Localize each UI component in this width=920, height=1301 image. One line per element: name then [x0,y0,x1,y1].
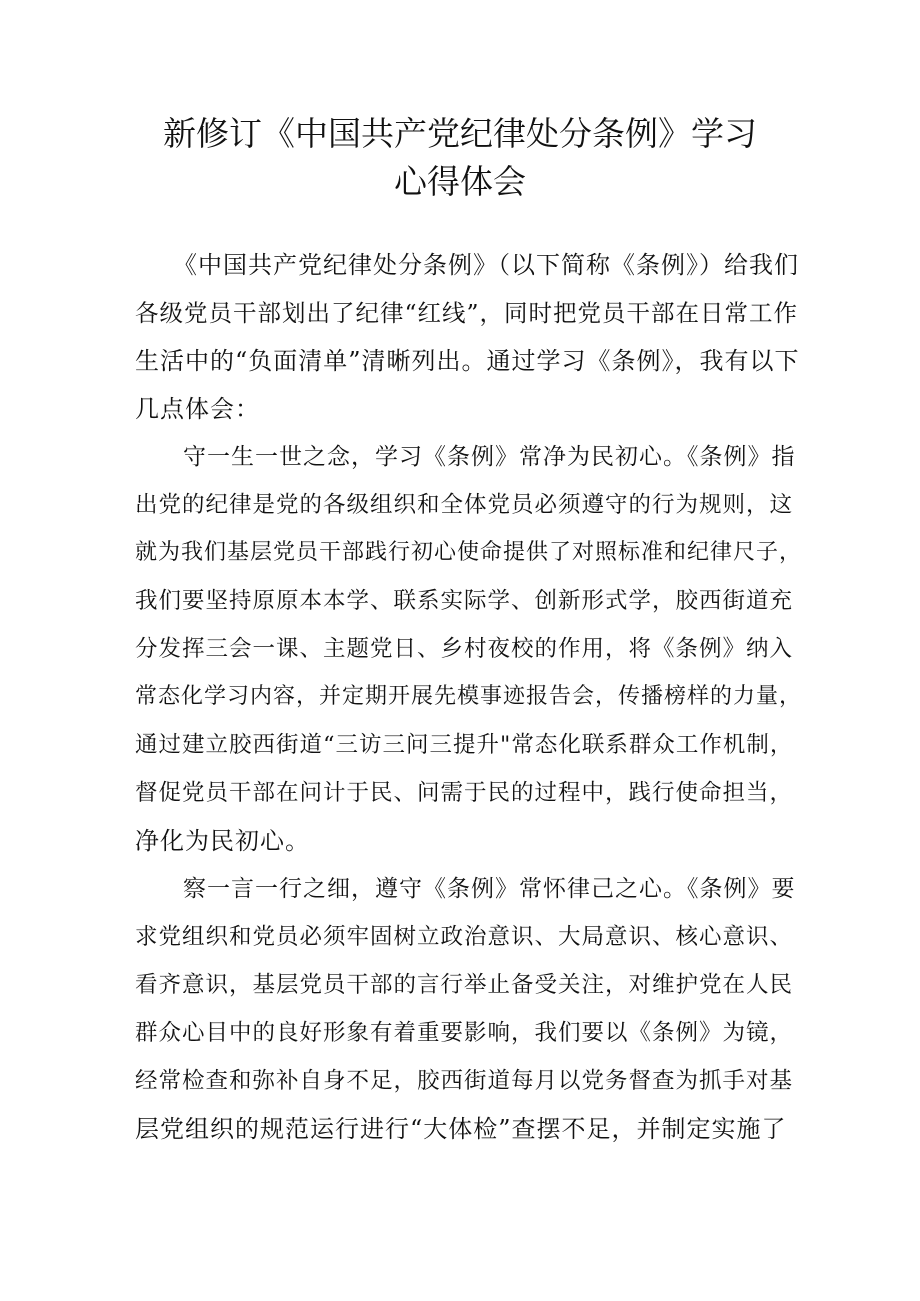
body-line: 生活中的“负面清单”清晰列出。通过学习《条例》，我有以下 [135,347,800,375]
body-line: 看齐意识，基层党员干部的言行举止备受关注，对维护党在人民 [135,972,794,998]
body-line: 我们要坚持原原本本学、联系实际学、创新形式学，胶西街道充 [135,588,794,614]
document-title-line-1: 新修订《中国共产党纪律处分条例》学习 [163,114,757,153]
body-line: 察一言一行之细，遵守《条例》常怀律己之心。《条例》要 [135,876,796,902]
body-line: 守一生一世之念，学习《条例》常净为民初心。《条例》指 [135,444,796,470]
body-line: 督促党员干部在问计于民、问需于民的过程中，践行使命担当， [135,780,794,806]
body-line: 层党组织的规范运行进行“大体检”查摆不足，并制定实施了 [135,1115,787,1143]
body-line: 就为我们基层党员干部践行初心使命提供了对照标准和纪律尺子， [135,540,803,565]
body-line: 各级党员干部划出了纪律“红线”，同时把党员干部在日常工作 [135,299,799,327]
body-line: 几点体会： [135,395,260,423]
body-line: 常态化学习内容，并定期开展先模事迹报告会，传播榜样的力量， [135,684,803,709]
body-line: 经常检查和弥补自身不足，胶西街道每月以党务督查为抓手对基 [135,1068,794,1094]
document-title-line-2: 心得体会 [394,162,526,201]
body-line: 通过建立胶西街道“三访三问三提升"常态化联系群众工作机制， [135,732,794,758]
body-line: 求党组织和党员必须牢固树立政治意识、大局意识、核心意识、 [135,924,794,950]
body-line: 群众心目中的良好形象有着重要影响，我们要以《条例》为镜， [135,1020,794,1046]
body-line: 净化为民初心。 [135,827,310,855]
body-line: 分发挥三会一课、主题党日、乡村夜校的作用，将《条例》纳入 [135,636,794,662]
body-line: 《中国共产党纪律处分条例》（以下简称《条例》）给我们 [135,251,799,279]
body-line: 出党的纪律是党的各级组织和全体党员必须遵守的行为规则，这 [135,492,794,518]
